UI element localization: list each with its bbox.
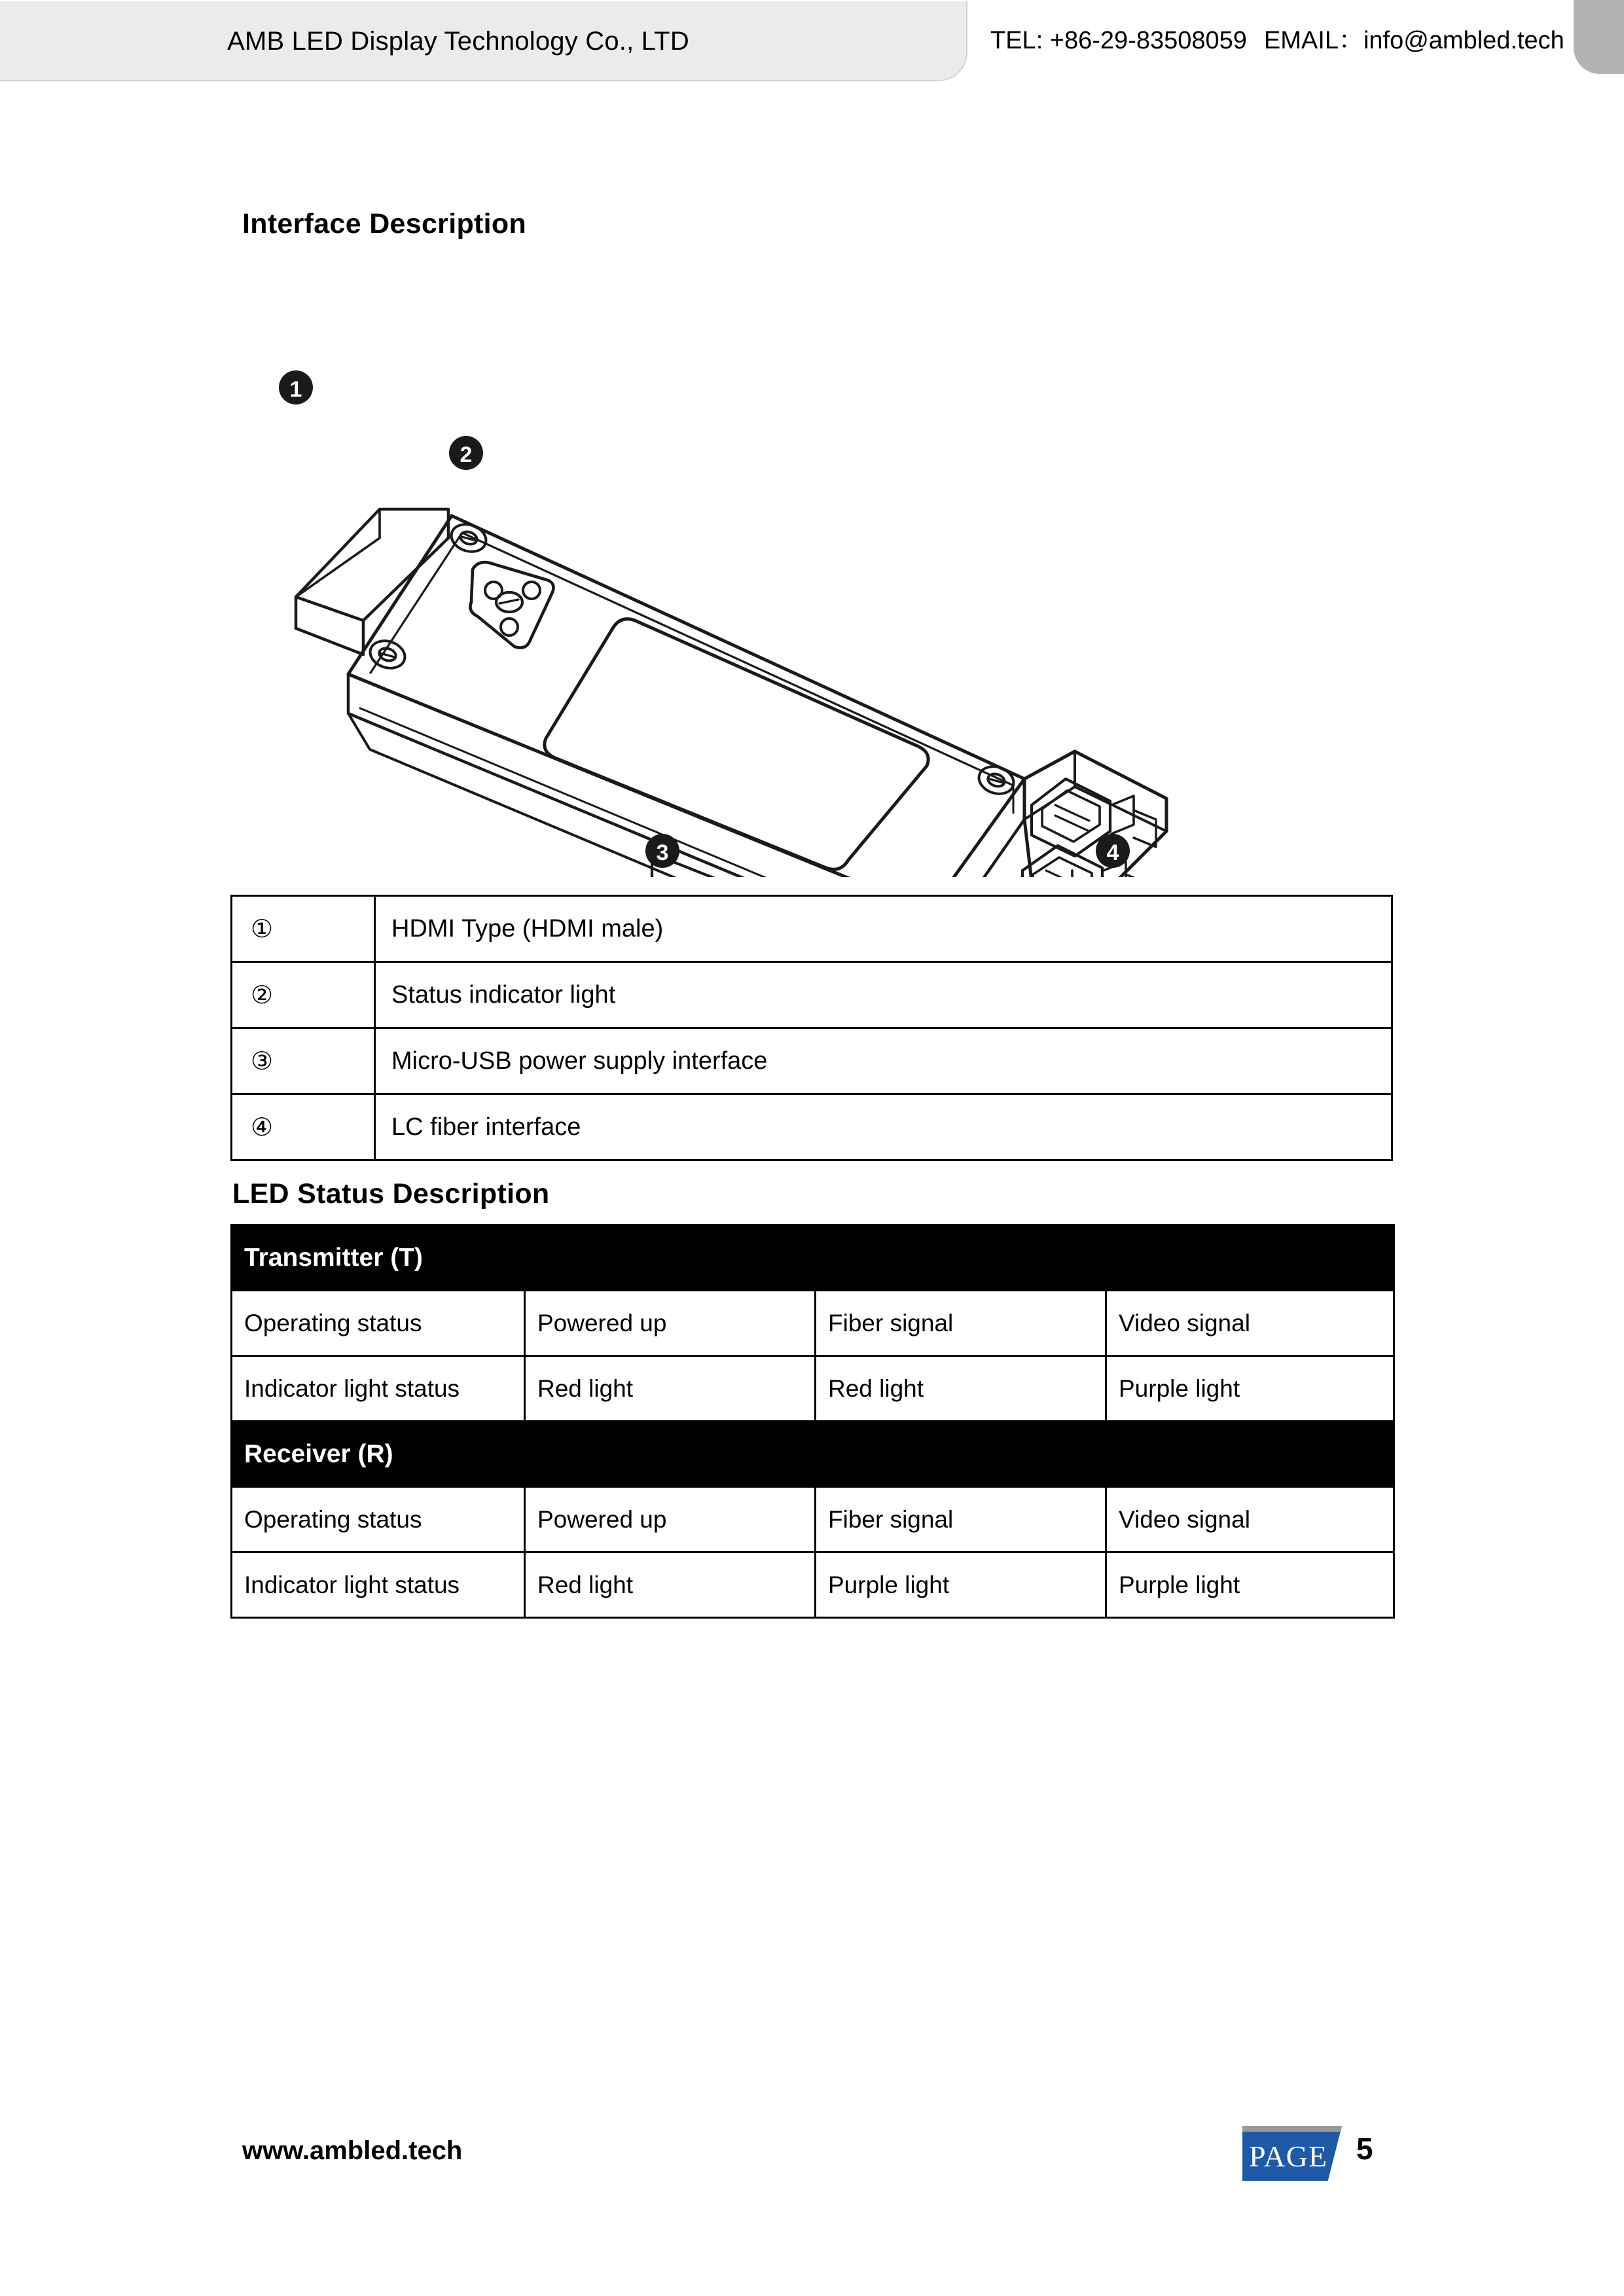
cell-powered-up: Powered up (525, 1291, 816, 1356)
interface-number: ④ (232, 1094, 375, 1160)
cell-operating-status-label: Operating status (232, 1487, 525, 1552)
table-row (232, 1356, 1394, 1422)
interface-description: Status indicator light (375, 962, 1392, 1028)
cell-indicator-light-status-label: Indicator light status (232, 1356, 525, 1422)
cell-video-signal: Video signal (1106, 1487, 1394, 1552)
table-row (232, 1094, 1392, 1160)
svg-text:1: 1 (289, 377, 302, 402)
callout-marker-4 (1096, 834, 1130, 868)
led-status-table (230, 1224, 1395, 1619)
callout-marker-2 (449, 436, 483, 470)
svg-text:2: 2 (460, 442, 473, 467)
led-status-description-heading: LED Status Description (232, 1178, 550, 1210)
page-badge (1242, 2126, 1342, 2181)
hdmi-fiber-extender-diagram (249, 347, 1178, 877)
cell-fiber-signal: Fiber signal (816, 1487, 1106, 1552)
cell-indicator-powered-up: Red light (525, 1552, 816, 1618)
cell-video-signal: Video signal (1106, 1291, 1394, 1356)
cell-indicator-light-status-label: Indicator light status (232, 1552, 525, 1618)
interface-description: Micro-USB power supply interface (375, 1028, 1392, 1094)
table-row (232, 1291, 1394, 1356)
product-illustration (249, 347, 1178, 877)
table-row (232, 1552, 1394, 1618)
header-tel: TEL: +86-29-83508059 (990, 27, 1247, 54)
receiver-group-title: Receiver (R) (232, 1422, 1394, 1487)
cell-operating-status-label: Operating status (232, 1291, 525, 1356)
cell-fiber-signal: Fiber signal (816, 1291, 1106, 1356)
header-company-name: AMB LED Display Technology Co., LTD (227, 26, 689, 56)
table-group-header-row (232, 1225, 1394, 1291)
table-group-header-row (232, 1422, 1394, 1487)
interface-number: ① (232, 896, 375, 962)
table-row (232, 896, 1392, 962)
svg-text:4: 4 (1106, 840, 1119, 865)
callout-marker-3 (645, 834, 679, 868)
table-row (232, 1487, 1394, 1552)
page-badge-stripe-icon (1242, 2126, 1342, 2132)
cell-indicator-video-signal: Purple light (1106, 1356, 1394, 1422)
table-row (232, 1028, 1392, 1094)
interface-description: LC fiber interface (375, 1094, 1392, 1160)
transmitter-group-title: Transmitter (T) (232, 1225, 1394, 1291)
page-number: 5 (1356, 2132, 1373, 2166)
cell-indicator-video-signal: Purple light (1106, 1552, 1394, 1618)
cell-indicator-powered-up: Red light (525, 1356, 816, 1422)
cell-indicator-fiber-signal: Purple light (816, 1552, 1106, 1618)
svg-text:3: 3 (656, 840, 669, 865)
interface-number: ② (232, 962, 375, 1028)
footer-website: www.ambled.tech (242, 2136, 463, 2165)
table-row (232, 962, 1392, 1028)
interface-number: ③ (232, 1028, 375, 1094)
callout-marker-1 (279, 370, 313, 404)
page-badge-label: PAGE (1249, 2140, 1327, 2173)
header-email: EMAIL：info@ambled.tech (1263, 27, 1564, 54)
page-footer (0, 2121, 1624, 2212)
cell-powered-up: Powered up (525, 1487, 816, 1552)
interface-description-heading: Interface Description (242, 208, 527, 240)
cell-indicator-fiber-signal: Red light (816, 1356, 1106, 1422)
interface-description: HDMI Type (HDMI male) (375, 896, 1392, 962)
interface-description-table (230, 895, 1393, 1161)
